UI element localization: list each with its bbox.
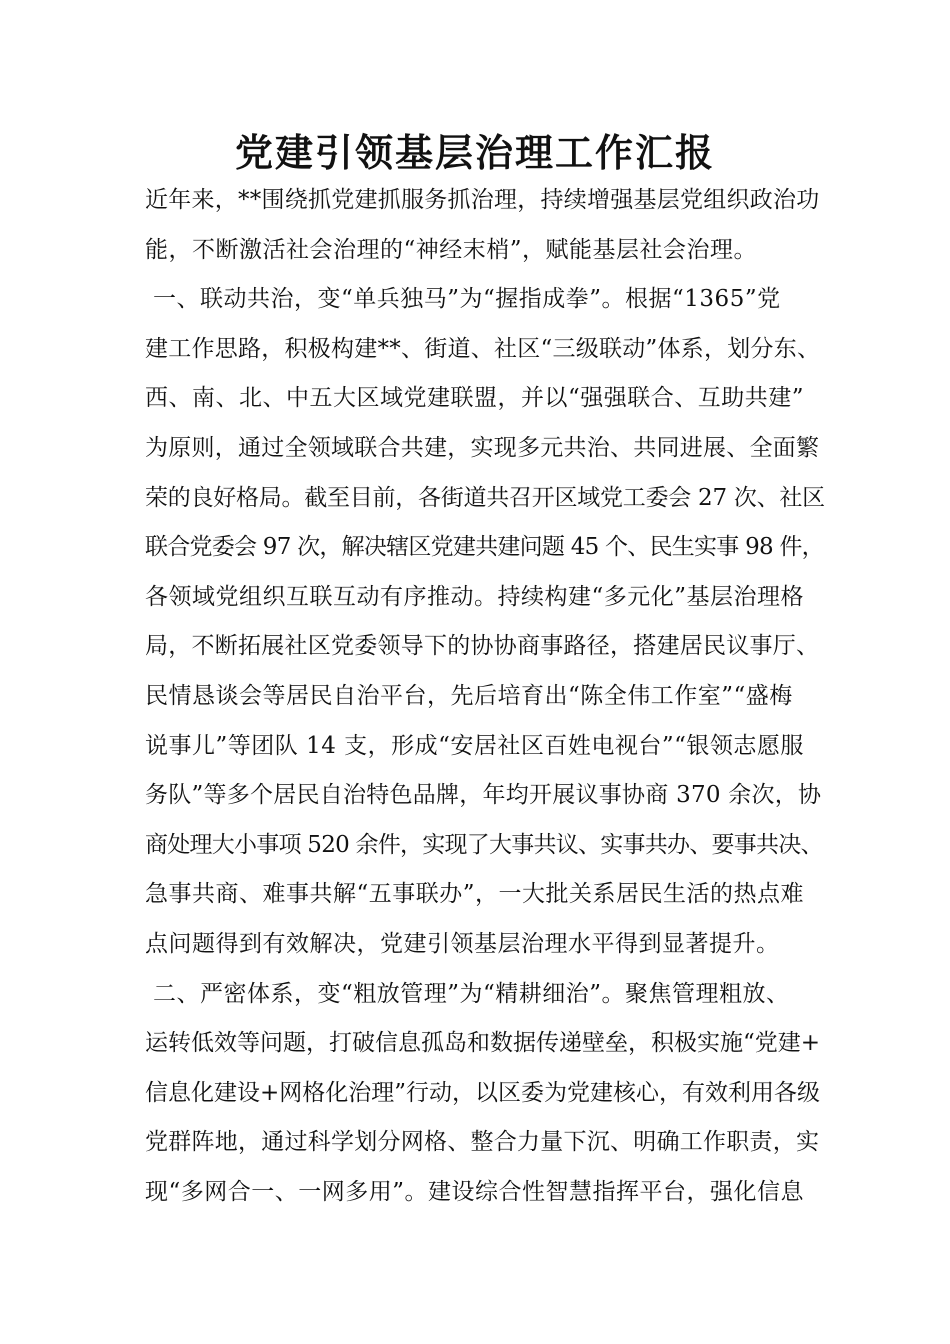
text-line: 各领域党组织互联互动有序推动。持续构建“多元化”基层治理格 [145, 583, 805, 610]
text-line: 信息化建设+网格化治理”行动，以区委为党建核心，有效利用各级 [145, 1079, 821, 1106]
text-line: 急事共商、难事共解“五事联办”，一大批关系居民生活的热点难 [145, 881, 805, 908]
text-line: 近年来，**围绕抓党建抓服务抓治理，持续增强基层党组织政治功 [145, 187, 820, 213]
text-line: 西、南、北、中五大区域党建联盟，并以“强强联合、互助共建” [145, 385, 805, 412]
text-line: 现“多网合一、一网多用”。建设综合性智慧指挥平台，强化信息 [145, 1178, 805, 1205]
text-line: 联合党委会 97 次，解决辖区党建共建问题 45 个、民生实事 98 件， [145, 534, 824, 561]
text-line: 局，不断拓展社区党委领导下的协协商事路径，搭建居民议事厅、 [145, 633, 820, 660]
text-line: 点问题得到有效解决，党建引领基层治理水平得到显著提升。 [145, 930, 780, 957]
text-line: 运转低效等问题，打破信息孤岛和数据传递壁垒，积极实施“党建+ [145, 1030, 821, 1057]
text-line: 为原则，通过全领域联合共建，实现多元共治、共同进展、全面繁 [145, 434, 820, 461]
section-heading-line: 二、严密体系，变“粗放管理”为“精耕细治”。聚焦管理粗放、 [153, 980, 790, 1007]
text-line: 务队”等多个居民自治特色品牌，年均开展议事协商 370 余次，协 [145, 782, 822, 809]
text-line: 说事儿”等团队 14 支，形成“安居社区百姓电视台”“银领志愿服 [145, 732, 804, 759]
text-line: 建工作思路，积极构建**、街道、社区“三级联动”体系，划分东、 [145, 335, 821, 362]
text-line: 党群阵地，通过科学划分网格、整合力量下沉、明确工作职责，实 [145, 1129, 820, 1156]
text-line: 能，不断激活社会治理的“神经末梢”，赋能基层社会治理。 [145, 236, 758, 263]
document-body [145, 176, 825, 1217]
document-title: 党建引领基层治理工作汇报 [234, 131, 715, 175]
section-heading-line: 一、联动共治，变“单兵独马”为“握指成拳”。根据“1365”党 [153, 286, 781, 313]
text-line: 商处理大小事项 520 余件，实现了大事共议、实事共办、要事共决、 [145, 831, 823, 858]
text-line: 民情恳谈会等居民自治平台，先后培育出“陈全伟工作室”“盛梅 [145, 682, 793, 709]
text-line: 荣的良好格局。截至目前，各街道共召开区域党工委会 27 次、社区 [145, 484, 825, 511]
